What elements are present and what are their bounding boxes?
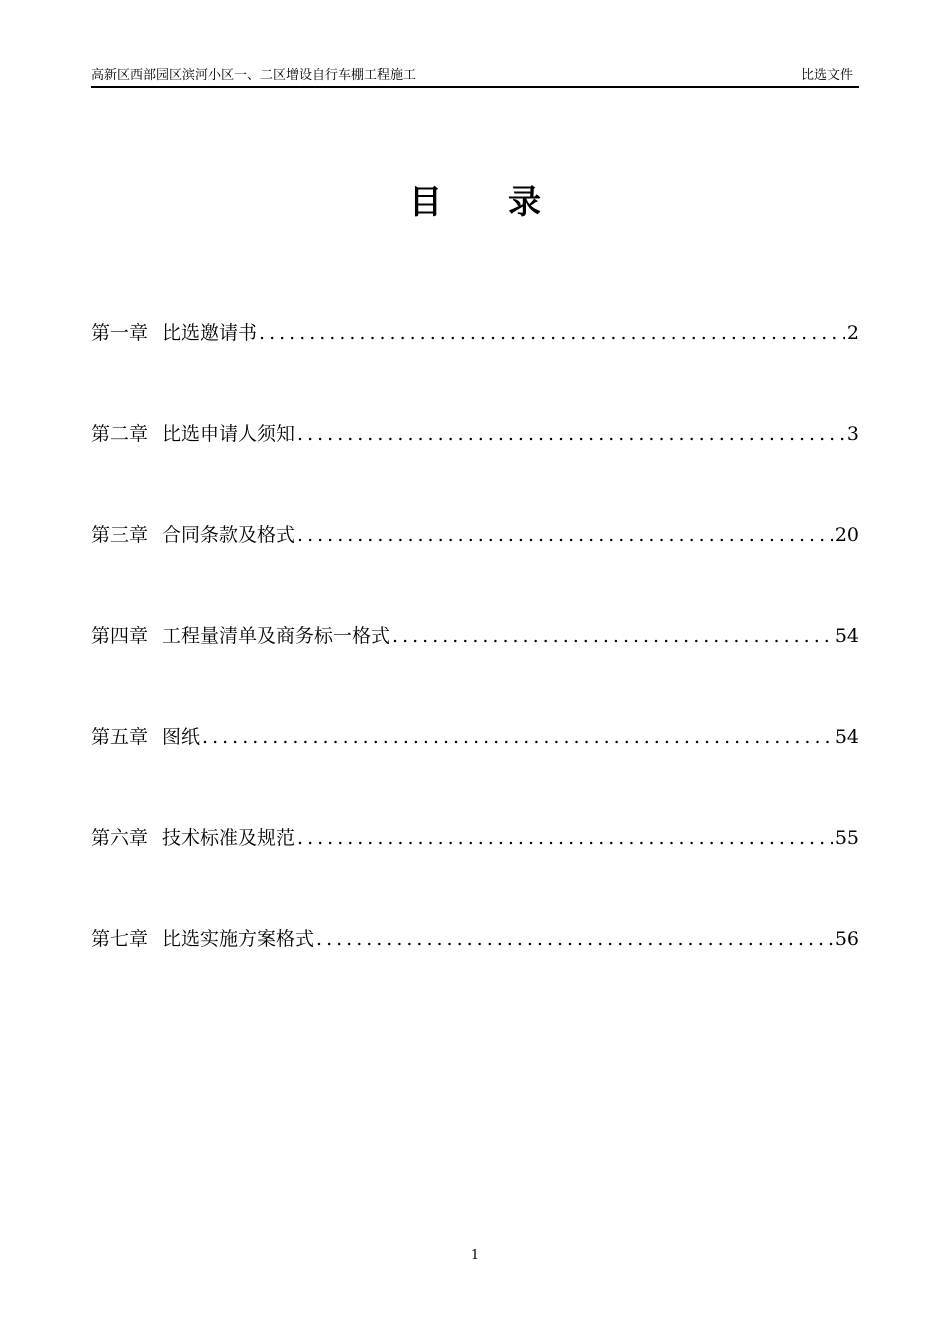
toc-chapter-number: 第一章 — [91, 322, 149, 344]
toc-page-number: 3 — [846, 423, 859, 445]
page-header — [91, 66, 859, 88]
toc-chapter-number: 第六章 — [91, 827, 149, 849]
table-of-contents — [91, 316, 859, 1023]
toc-page-number: 54 — [834, 726, 859, 748]
toc-chapter-name: 合同条款及格式 — [162, 524, 296, 546]
footer-page-number: 1 — [470, 1248, 480, 1263]
toc-dot-leader — [259, 316, 845, 350]
toc-dot-leader — [297, 518, 833, 552]
toc-entry-chapter-7[interactable] — [91, 922, 859, 1023]
toc-entry-chapter-1[interactable] — [91, 316, 859, 417]
toc-chapter-number: 第四章 — [91, 625, 149, 647]
toc-entry-chapter-5[interactable] — [91, 720, 859, 821]
toc-chapter-name: 技术标准及规范 — [162, 827, 296, 849]
toc-entry-chapter-2[interactable] — [91, 417, 859, 518]
toc-chapter-name: 比选邀请书 — [162, 322, 258, 344]
toc-dot-leader — [392, 619, 833, 653]
toc-page-number: 2 — [846, 322, 859, 344]
toc-dot-leader — [202, 720, 833, 754]
toc-chapter-name: 工程量清单及商务标一格式 — [162, 625, 391, 647]
toc-chapter-name: 比选申请人须知 — [162, 423, 296, 445]
toc-page-number: 55 — [834, 827, 859, 849]
toc-page-number: 56 — [834, 928, 859, 950]
toc-chapter-name: 比选实施方案格式 — [162, 928, 315, 950]
toc-chapter-name: 图纸 — [162, 726, 201, 748]
toc-dot-leader — [297, 417, 845, 451]
toc-title: 目录 — [409, 182, 607, 221]
toc-page-number: 54 — [834, 625, 859, 647]
toc-chapter-number: 第七章 — [91, 928, 149, 950]
toc-page-number: 20 — [834, 524, 859, 546]
toc-dot-leader — [297, 821, 833, 855]
toc-entry-chapter-3[interactable] — [91, 518, 859, 619]
toc-dot-leader — [316, 922, 833, 956]
header-document-type: 比选文件 — [800, 68, 853, 83]
toc-chapter-number: 第二章 — [91, 423, 149, 445]
toc-entry-chapter-4[interactable] — [91, 619, 859, 720]
toc-chapter-number: 第三章 — [91, 524, 149, 546]
header-project-title: 高新区西部园区滨河小区一、二区增设自行车棚工程施工 — [91, 68, 417, 83]
toc-chapter-number: 第五章 — [91, 726, 149, 748]
toc-entry-chapter-6[interactable] — [91, 821, 859, 922]
